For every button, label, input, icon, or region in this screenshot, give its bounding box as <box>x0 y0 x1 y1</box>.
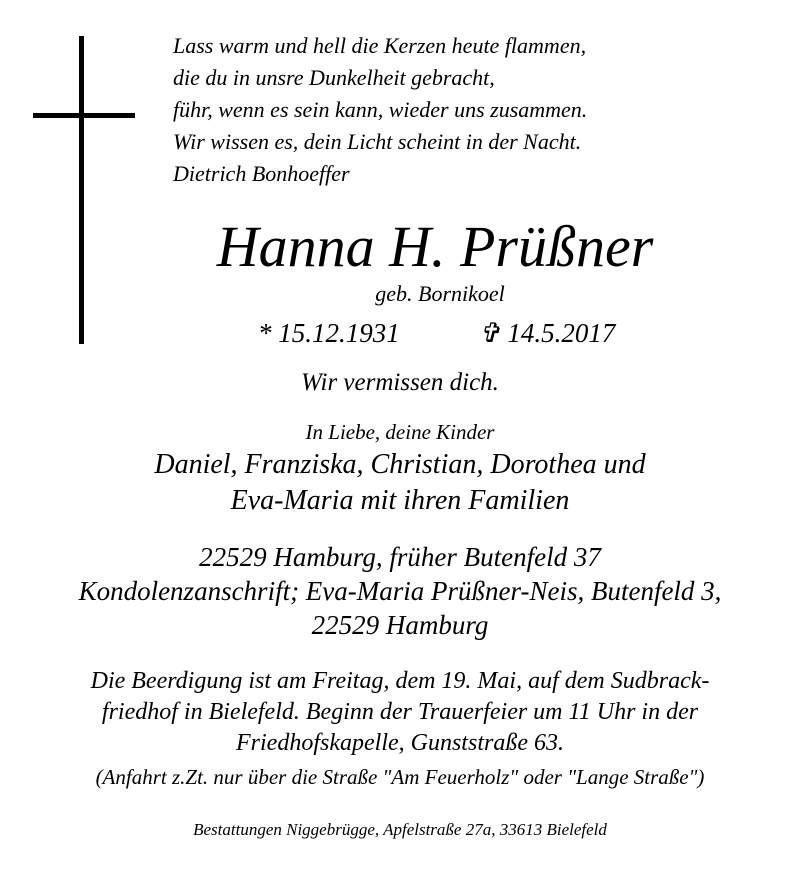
undertaker: Bestattungen Niggebrügge, Apfelstraße 27a, 33613 Bielefeld <box>193 820 607 839</box>
funeral-line: friedhof in Bielefeld. Beginn der Trauerfeier um 11 Uhr in der <box>101 699 699 725</box>
funeral-info <box>0 666 800 759</box>
poem-line: Wir wissen es, dein Licht scheint in der Nacht. <box>173 129 582 154</box>
mourners-line: Eva-Maria mit ihren Familien <box>230 485 570 516</box>
poem-line: die du in unsre Dunkelheit gebracht, <box>173 65 495 90</box>
birth-date: * 15.12.1931 <box>258 318 400 348</box>
mourners-names <box>0 447 800 519</box>
address-block <box>0 540 800 642</box>
route-note: (Anfahrt z.Zt. nur über die Straße "Am Feuerholz" oder "Lange Straße") <box>95 765 705 789</box>
maiden-name: geb. Bornikoel <box>375 281 505 306</box>
address-line: 22529 Hamburg, früher Butenfeld 37 <box>199 542 601 572</box>
deceased-name: Hanna H. Prüßner <box>216 214 654 279</box>
address-line: 22529 Hamburg <box>311 610 489 640</box>
funeral-line: Friedhofskapelle, Gunststraße 63. <box>236 730 564 756</box>
poem-line: führ, wenn es sein kann, wieder uns zusammen. <box>173 97 588 122</box>
poem-author: Dietrich Bonhoeffer <box>173 161 350 186</box>
poem <box>173 30 587 190</box>
mourners-intro: In Liebe, deine Kinder <box>305 420 495 444</box>
message: Wir vermissen dich. <box>301 369 499 396</box>
poem-line: Lass warm und hell die Kerzen heute flammen, <box>173 33 587 58</box>
death-date: ✞ 14.5.2017 <box>478 318 616 348</box>
cross-horizontal-bar <box>33 113 135 118</box>
mourners-line: Daniel, Franziska, Christian, Dorothea und <box>154 449 646 480</box>
funeral-line: Die Beerdigung ist am Freitag, dem 19. Mai, auf dem Sudbrack- <box>90 668 710 694</box>
address-line: Kondolenzanschrift; Eva-Maria Prüßner-Neis, Butenfeld 3, <box>78 576 722 606</box>
